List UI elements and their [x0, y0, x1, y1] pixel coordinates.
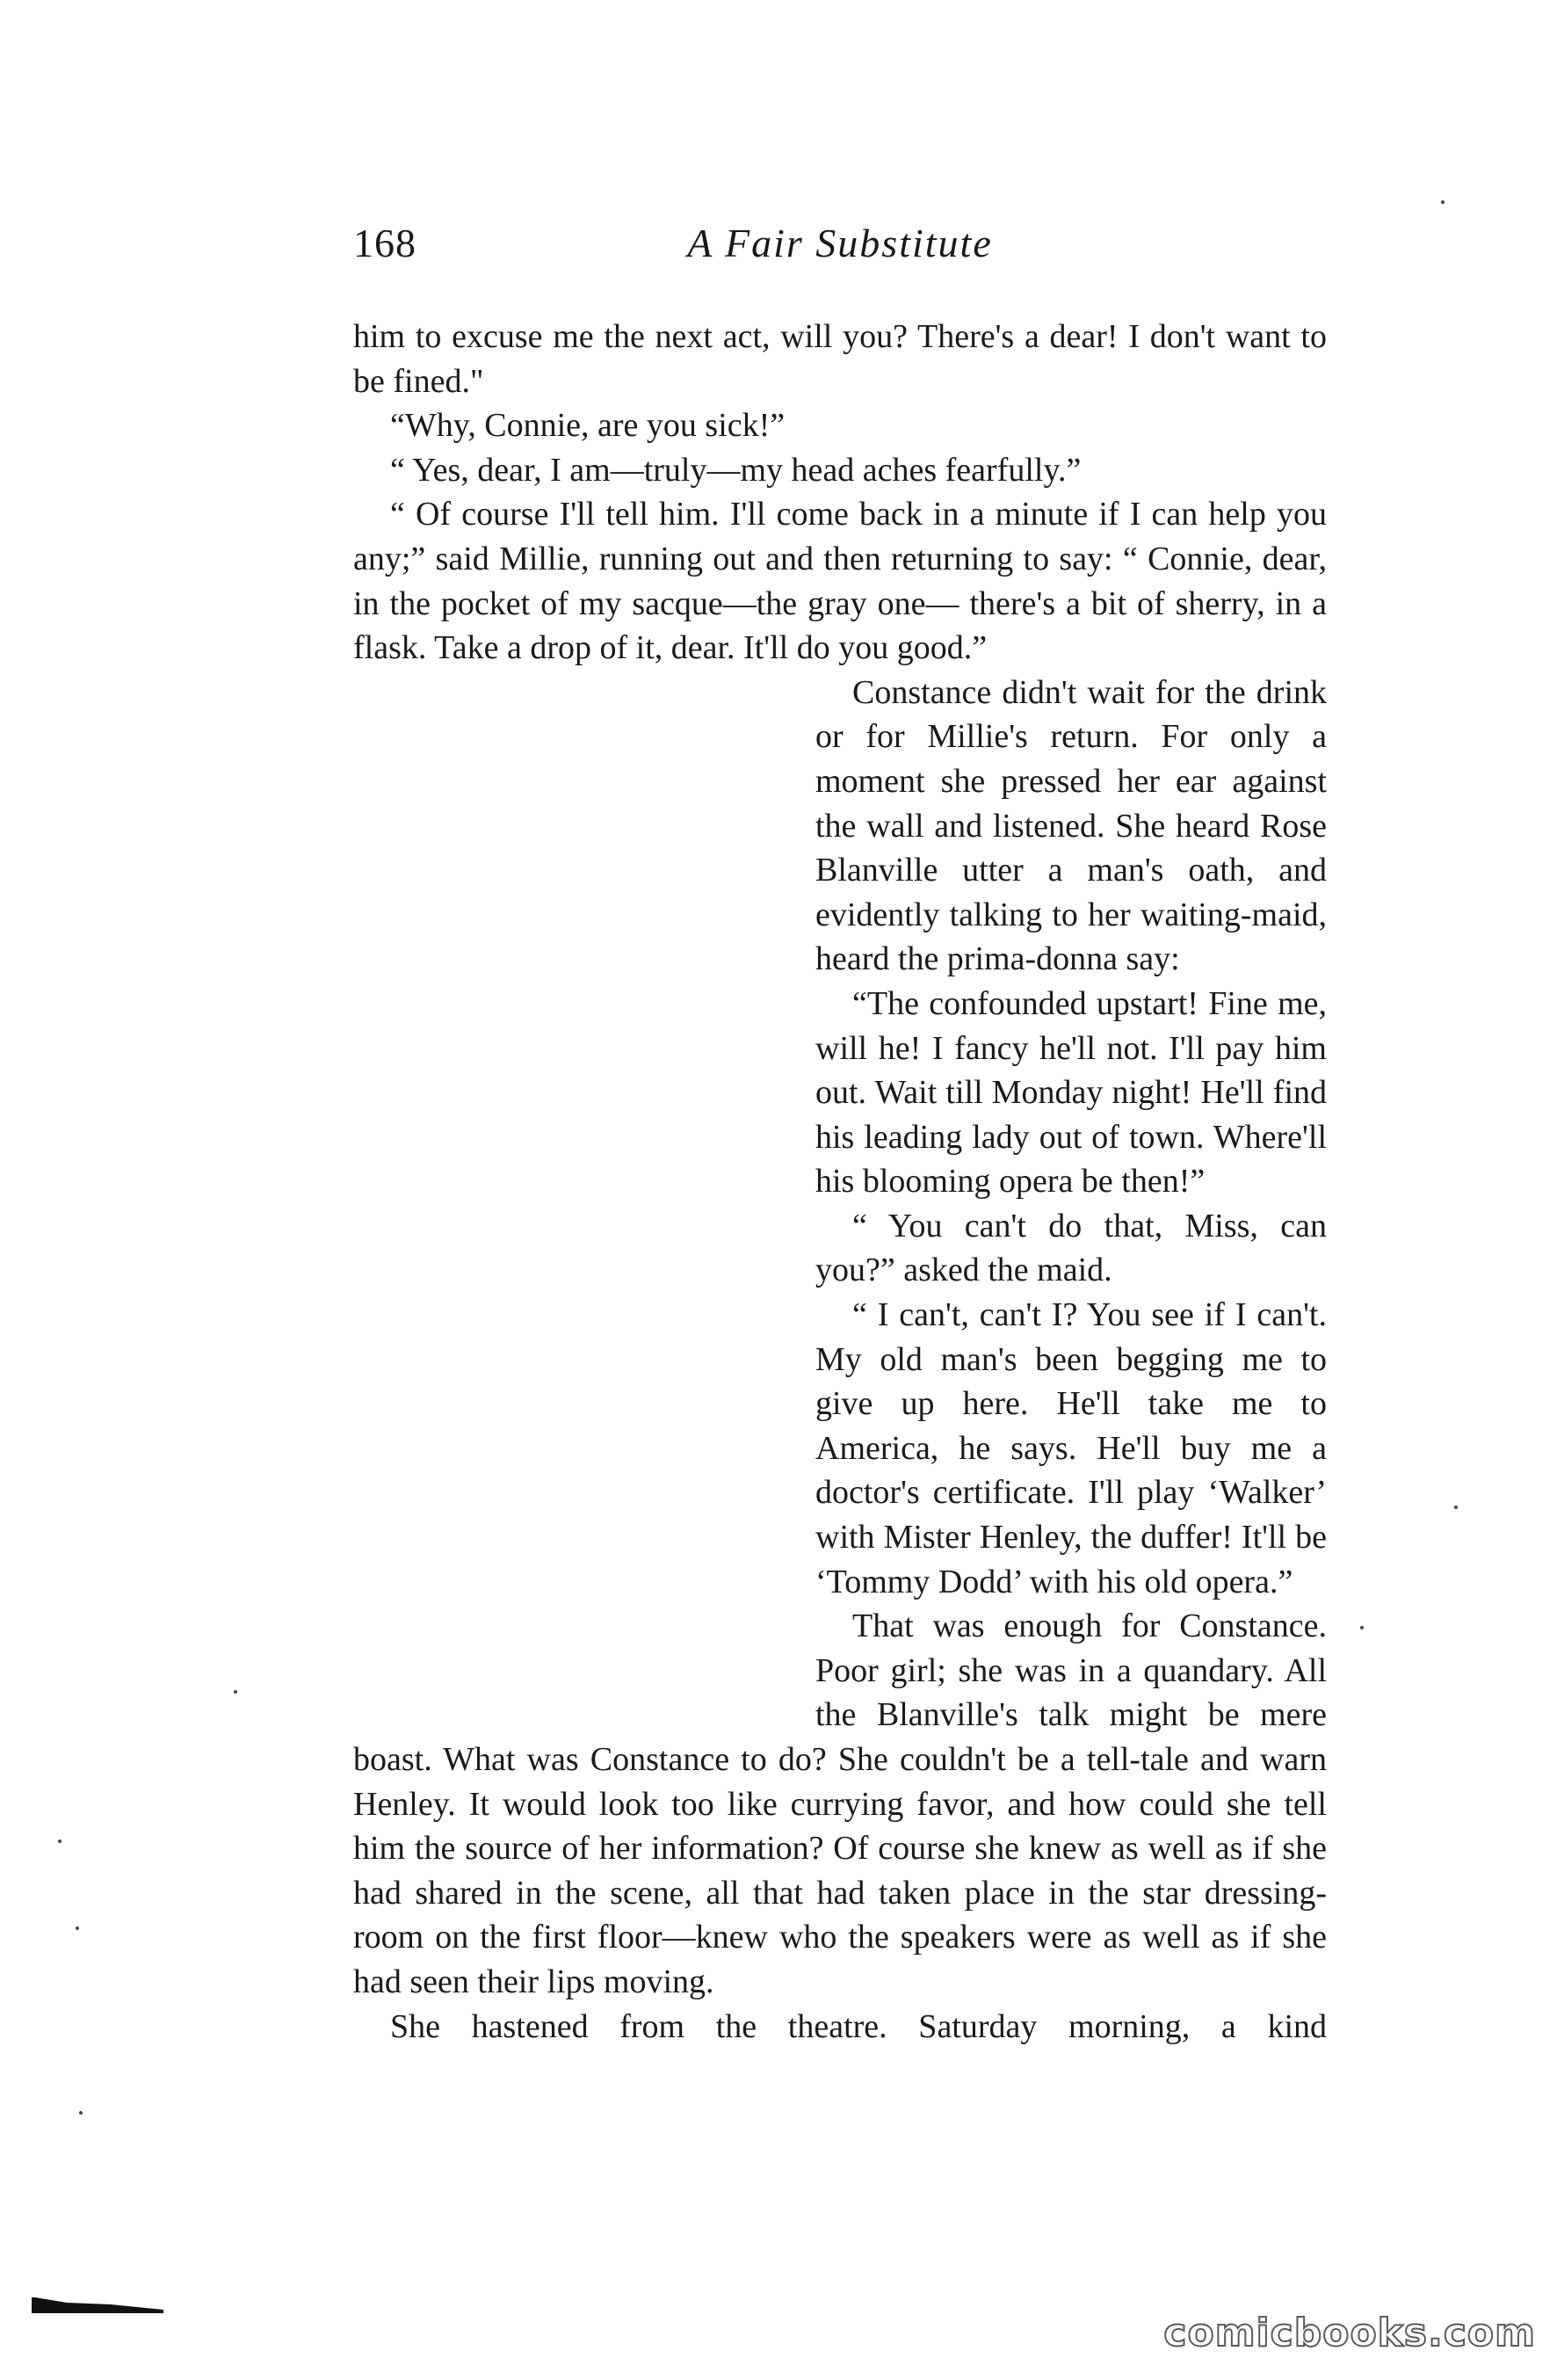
scan-speck [58, 1839, 62, 1843]
running-title: A Fair Substitute [687, 221, 993, 265]
paragraph: “ You can't do that, Miss, can you?” asked the maid. [815, 1207, 1327, 1289]
scan-speck [234, 1690, 237, 1694]
scan-speck [79, 2111, 83, 2115]
page-number: 168 [353, 221, 416, 265]
paragraph: Constance didn't wait for the drink or for Millie's return. For only a moment she pressed her ear against the wall and listened. She heard Rose Blanville utter a man's oath, and evidently talking to her waiting-maid, heard the prima-donna say: [815, 673, 1327, 978]
illustration-space [353, 671, 815, 1714]
paragraph: That was enough for Constance. Poor girl; she was in a quandary. All the Blanville's talk might be mere boast. What was Constance to do? She couldn't be a tell-tale and warn Henley. It would look too like currying favor, and how could she tell him the source of her information? Of course she knew as well as if she had shared in the scene, all that had taken place in the star dressing-room on the first floor—knew who the speakers were as well as if she had seen their lips moving. [353, 1607, 1327, 2000]
paragraph: “ Of course I'll tell him. I'll come back in a minute if I can help you any;” said Millie, running out and then returning to say: “ Connie, dear, in the pocket of my sacque—the gray one— there's a bit of sherry, in a flask. Take a drop of it, dear. It'll do you good.” [353, 496, 1327, 667]
paragraph: She hastened from the theatre. Saturday morning, a kind [390, 2007, 1327, 2045]
scan-speck [1454, 1506, 1458, 1509]
paragraph: him to excuse me the next act, will you? There's a dear! I don't want to be fined." [353, 318, 1327, 400]
paragraph: “ Yes, dear, I am—truly—my head aches fearfully.” [390, 451, 1082, 489]
scan-mark-icon [32, 2294, 163, 2313]
scan-speck [76, 1926, 79, 1930]
watermark: comicbooks.com [1163, 2311, 1536, 2355]
paragraph: “The confounded upstart! Fine me, will he! I fancy he'll not. I'll pay him out. Wait till Monday night! He'll find his leading lady out of town. Where'll his blooming opera be then!” [815, 984, 1327, 1201]
page-header [353, 220, 1327, 281]
scan-speck [1441, 200, 1445, 204]
paragraph: “ I can't, can't I? You see if I can't. My old man's been begging me to give up here. He'll take me to America, he says. He'll buy me a doctor's certificate. I'll play ‘Walker’ with Mister Henley, the duffer! It'll be ‘Tommy Dodd’ with his old opera.” [815, 1296, 1327, 1600]
scan-speck [1360, 1626, 1364, 1629]
body-text [353, 315, 1327, 2049]
paragraph: “Why, Connie, are you sick!” [390, 407, 786, 445]
